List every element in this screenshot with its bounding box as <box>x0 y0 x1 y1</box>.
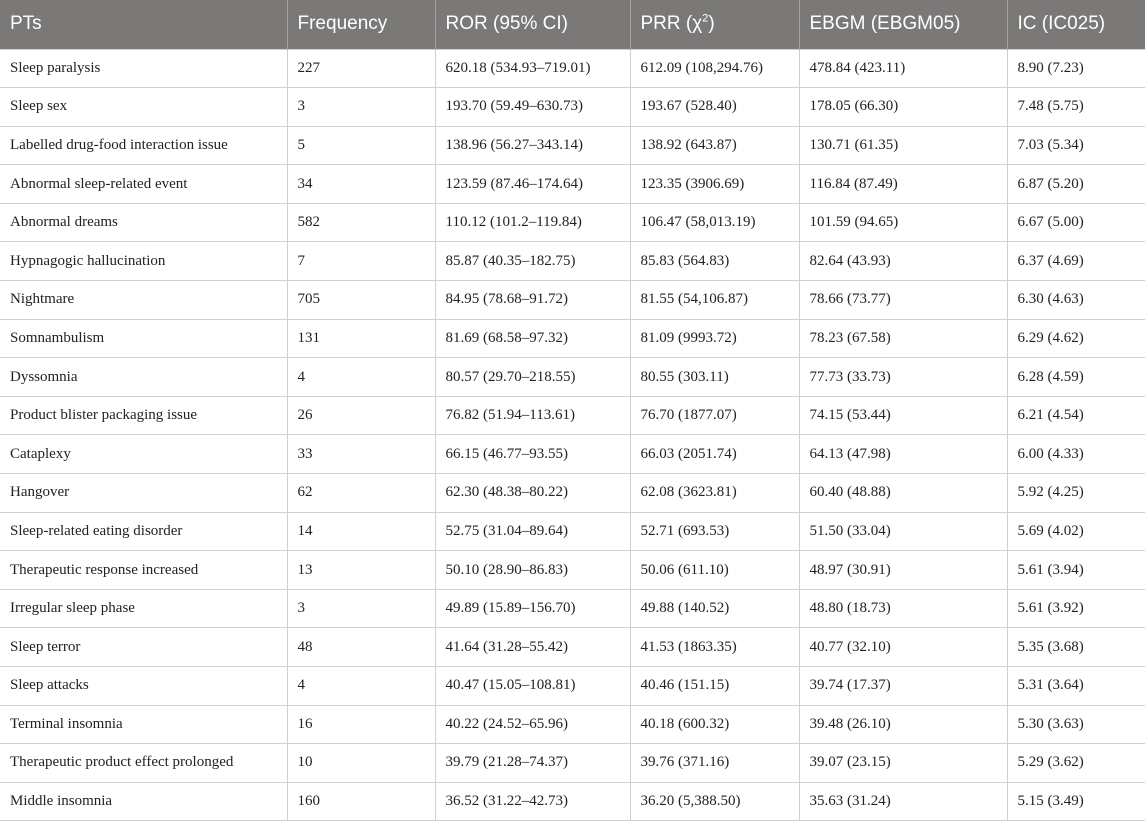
cell-prr: 40.18 (600.32) <box>630 705 799 744</box>
cell-ebgm: 78.23 (67.58) <box>799 319 1007 358</box>
cell-pt: Labelled drug-food interaction issue <box>0 126 287 165</box>
cell-ic: 5.31 (3.64) <box>1007 667 1145 706</box>
cell-pt: Therapeutic response increased <box>0 551 287 590</box>
cell-frequency: 5 <box>287 126 435 165</box>
cell-ebgm: 77.73 (33.73) <box>799 358 1007 397</box>
cell-frequency: 16 <box>287 705 435 744</box>
table-row <box>0 281 1145 320</box>
cell-ic: 6.67 (5.00) <box>1007 203 1145 242</box>
cell-ebgm: 478.84 (423.11) <box>799 49 1007 88</box>
cell-ror: 85.87 (40.35–182.75) <box>435 242 630 281</box>
header-prr <box>630 0 799 49</box>
header-frequency: Frequency <box>287 0 435 49</box>
cell-prr: 66.03 (2051.74) <box>630 435 799 474</box>
header-prr-superscript: 2 <box>702 12 709 25</box>
cell-pt: Cataplexy <box>0 435 287 474</box>
cell-ic: 6.87 (5.20) <box>1007 165 1145 204</box>
cell-pt: Sleep sex <box>0 88 287 127</box>
cell-ic: 8.90 (7.23) <box>1007 49 1145 88</box>
table-row <box>0 88 1145 127</box>
table-row <box>0 435 1145 474</box>
cell-ror: 81.69 (68.58–97.32) <box>435 319 630 358</box>
cell-ror: 50.10 (28.90–86.83) <box>435 551 630 590</box>
table-row <box>0 474 1145 513</box>
cell-frequency: 7 <box>287 242 435 281</box>
cell-ror: 49.89 (15.89–156.70) <box>435 589 630 628</box>
cell-frequency: 4 <box>287 667 435 706</box>
cell-ror: 36.52 (31.22–42.73) <box>435 782 630 821</box>
cell-pt: Middle insomnia <box>0 782 287 821</box>
cell-ror: 62.30 (48.38–80.22) <box>435 474 630 513</box>
cell-ic: 5.92 (4.25) <box>1007 474 1145 513</box>
cell-ror: 138.96 (56.27–343.14) <box>435 126 630 165</box>
table-row <box>0 667 1145 706</box>
cell-frequency: 4 <box>287 358 435 397</box>
cell-ror: 110.12 (101.2–119.84) <box>435 203 630 242</box>
cell-ic: 5.29 (3.62) <box>1007 744 1145 783</box>
cell-ic: 6.29 (4.62) <box>1007 319 1145 358</box>
cell-ebgm: 39.48 (26.10) <box>799 705 1007 744</box>
cell-frequency: 705 <box>287 281 435 320</box>
table-row <box>0 319 1145 358</box>
cell-pt: Therapeutic product effect prolonged <box>0 744 287 783</box>
cell-ebgm: 82.64 (43.93) <box>799 242 1007 281</box>
cell-pt: Somnambulism <box>0 319 287 358</box>
cell-pt: Abnormal dreams <box>0 203 287 242</box>
cell-ic: 6.37 (4.69) <box>1007 242 1145 281</box>
cell-ror: 76.82 (51.94–113.61) <box>435 396 630 435</box>
table-row <box>0 589 1145 628</box>
header-ic: IC (IC025) <box>1017 13 1106 35</box>
cell-ror: 40.47 (15.05–108.81) <box>435 667 630 706</box>
cell-frequency: 33 <box>287 435 435 474</box>
cell-frequency: 227 <box>287 49 435 88</box>
cell-prr: 193.67 (528.40) <box>630 88 799 127</box>
table-row <box>0 551 1145 590</box>
cell-frequency: 160 <box>287 782 435 821</box>
cell-frequency: 131 <box>287 319 435 358</box>
cell-prr: 62.08 (3623.81) <box>630 474 799 513</box>
table-row <box>0 126 1145 165</box>
cell-frequency: 48 <box>287 628 435 667</box>
cell-ebgm: 35.63 (31.24) <box>799 782 1007 821</box>
cell-pt: Dyssomnia <box>0 358 287 397</box>
cell-prr: 612.09 (108,294.76) <box>630 49 799 88</box>
cell-ebgm: 78.66 (73.77) <box>799 281 1007 320</box>
cell-frequency: 62 <box>287 474 435 513</box>
cell-ic: 5.30 (3.63) <box>1007 705 1145 744</box>
cell-ror: 41.64 (31.28–55.42) <box>435 628 630 667</box>
cell-ebgm: 51.50 (33.04) <box>799 512 1007 551</box>
cell-ic: 7.48 (5.75) <box>1007 88 1145 127</box>
cell-ic: 6.30 (4.63) <box>1007 281 1145 320</box>
cell-pt: Sleep paralysis <box>0 49 287 88</box>
cell-ic: 6.00 (4.33) <box>1007 435 1145 474</box>
cell-pt: Sleep terror <box>0 628 287 667</box>
header-prr-close: ) <box>708 13 715 35</box>
cell-pt: Abnormal sleep-related event <box>0 165 287 204</box>
cell-ic: 6.28 (4.59) <box>1007 358 1145 397</box>
cell-ror: 80.57 (29.70–218.55) <box>435 358 630 397</box>
table-body <box>0 49 1145 821</box>
table-row <box>0 203 1145 242</box>
cell-ic: 5.61 (3.92) <box>1007 589 1145 628</box>
table-row <box>0 358 1145 397</box>
table-row <box>0 628 1145 667</box>
cell-frequency: 3 <box>287 88 435 127</box>
cell-prr: 106.47 (58,013.19) <box>630 203 799 242</box>
cell-ebgm: 74.15 (53.44) <box>799 396 1007 435</box>
cell-ic: 5.35 (3.68) <box>1007 628 1145 667</box>
cell-ebgm: 48.80 (18.73) <box>799 589 1007 628</box>
cell-pt: Irregular sleep phase <box>0 589 287 628</box>
cell-frequency: 582 <box>287 203 435 242</box>
cell-ror: 620.18 (534.93–719.01) <box>435 49 630 88</box>
cell-prr: 76.70 (1877.07) <box>630 396 799 435</box>
cell-ic: 7.03 (5.34) <box>1007 126 1145 165</box>
cell-prr: 41.53 (1863.35) <box>630 628 799 667</box>
table-row <box>0 782 1145 821</box>
cell-prr: 49.88 (140.52) <box>630 589 799 628</box>
cell-prr: 52.71 (693.53) <box>630 512 799 551</box>
cell-ror: 66.15 (46.77–93.55) <box>435 435 630 474</box>
cell-ror: 40.22 (24.52–65.96) <box>435 705 630 744</box>
cell-pt: Hypnagogic hallucination <box>0 242 287 281</box>
header-prr-label: PRR (χ <box>640 13 703 35</box>
cell-ebgm: 130.71 (61.35) <box>799 126 1007 165</box>
cell-pt: Sleep-related eating disorder <box>0 512 287 551</box>
header-ror: ROR (95% CI) <box>435 0 630 49</box>
cell-ic: 5.61 (3.94) <box>1007 551 1145 590</box>
cell-prr: 40.46 (151.15) <box>630 667 799 706</box>
cell-ebgm: 60.40 (48.88) <box>799 474 1007 513</box>
cell-pt: Terminal insomnia <box>0 705 287 744</box>
cell-ic: 5.15 (3.49) <box>1007 782 1145 821</box>
cell-frequency: 10 <box>287 744 435 783</box>
cell-frequency: 14 <box>287 512 435 551</box>
cell-prr: 123.35 (3906.69) <box>630 165 799 204</box>
header-row <box>0 0 1145 49</box>
cell-prr: 50.06 (611.10) <box>630 551 799 590</box>
cell-prr: 138.92 (643.87) <box>630 126 799 165</box>
cell-ebgm: 39.74 (17.37) <box>799 667 1007 706</box>
cell-ror: 193.70 (59.49–630.73) <box>435 88 630 127</box>
table-header <box>0 0 1145 49</box>
cell-frequency: 3 <box>287 589 435 628</box>
table-row <box>0 512 1145 551</box>
cell-ebgm: 64.13 (47.98) <box>799 435 1007 474</box>
cell-frequency: 26 <box>287 396 435 435</box>
cell-prr: 39.76 (371.16) <box>630 744 799 783</box>
cell-ror: 52.75 (31.04–89.64) <box>435 512 630 551</box>
table-row <box>0 396 1145 435</box>
cell-ebgm: 101.59 (94.65) <box>799 203 1007 242</box>
header-pts: PTs <box>0 0 287 49</box>
header-ebgm: EBGM (EBGM05) <box>799 0 1007 49</box>
cell-prr: 81.09 (9993.72) <box>630 319 799 358</box>
cell-prr: 85.83 (564.83) <box>630 242 799 281</box>
cell-ebgm: 39.07 (23.15) <box>799 744 1007 783</box>
cell-ic: 5.69 (4.02) <box>1007 512 1145 551</box>
cell-prr: 81.55 (54,106.87) <box>630 281 799 320</box>
cell-pt: Hangover <box>0 474 287 513</box>
cell-ror: 84.95 (78.68–91.72) <box>435 281 630 320</box>
cell-ic: 6.21 (4.54) <box>1007 396 1145 435</box>
cell-pt: Nightmare <box>0 281 287 320</box>
cell-ebgm: 48.97 (30.91) <box>799 551 1007 590</box>
cell-prr: 80.55 (303.11) <box>630 358 799 397</box>
cell-frequency: 13 <box>287 551 435 590</box>
cell-ebgm: 116.84 (87.49) <box>799 165 1007 204</box>
table-row <box>0 744 1145 783</box>
cell-ebgm: 178.05 (66.30) <box>799 88 1007 127</box>
cell-ebgm: 40.77 (32.10) <box>799 628 1007 667</box>
cell-pt: Sleep attacks <box>0 667 287 706</box>
cell-frequency: 34 <box>287 165 435 204</box>
cell-ror: 39.79 (21.28–74.37) <box>435 744 630 783</box>
cell-prr: 36.20 (5,388.50) <box>630 782 799 821</box>
table-row <box>0 242 1145 281</box>
table-row <box>0 705 1145 744</box>
cell-pt: Product blister packaging issue <box>0 396 287 435</box>
cell-ror: 123.59 (87.46–174.64) <box>435 165 630 204</box>
table-row <box>0 165 1145 204</box>
table-row <box>0 49 1145 88</box>
